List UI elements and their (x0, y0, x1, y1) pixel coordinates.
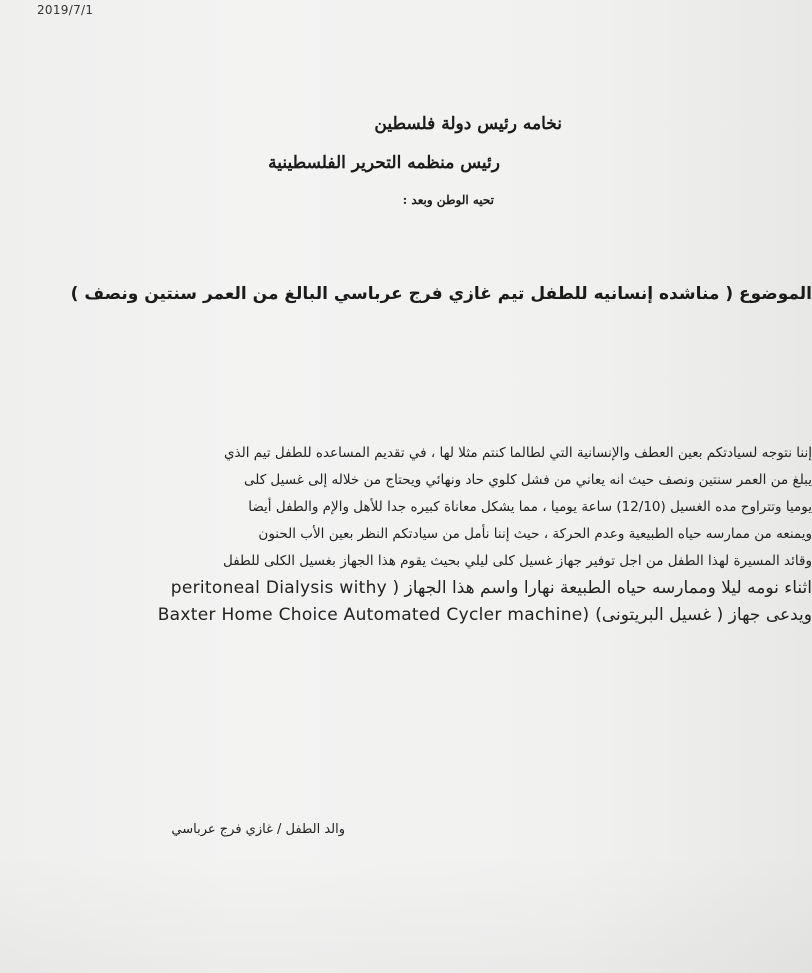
greeting-line: تحيه الوطن وبعد : (402, 193, 494, 207)
letter-body (0, 440, 812, 629)
body-line: وقائد المسيرة لهذا الطفل من اجل توفير جهاز غسيل كلى ليلي بحيث يقوم هذا الجهاز بغسيل الكلى للطفل (222, 553, 812, 569)
body-line: يبلغ من العمر سنتين ونصف حيث انه يعاني من فشل كلوي حاد ونهائي ويحتاج من خلاله إلى غسيل كلى (243, 472, 812, 488)
body-line: ويمنعه من ممارسه حياه الطبيعية وعدم الحركة ، حيث إننا نأمل من سيادتكم النظر بعين الأب الحنون (258, 526, 812, 542)
subject-line: الموضوع ( مناشده إنسانيه للطفل تيم غازي فرج عرباسي البالغ من العمر سنتين ونصف ) (70, 284, 812, 304)
salutation-line-2: رئيس منظمه التحرير الفلسطينية (268, 153, 500, 173)
body-line: يوميا وتتراوح مده الغسيل (12/10) ساعة يوميا ، مما يشكل معاناة كبيره جدا للأهل والإم والطفل أيضا (248, 499, 812, 515)
body-line: إننا نتوجه لسيادتكم بعين العطف والإنسانية التي لطالما كنتم مثلا لها ، في تقديم المساعده للطفل تيم الذي (223, 445, 812, 461)
signature-line: والد الطفل / غازي فرج عرباسي (171, 822, 345, 837)
salutation-line-1: نخامه رئيس دولة فلسطين (374, 114, 562, 134)
document-date: 2019/7/1 (37, 3, 94, 17)
body-line: اثناء نومه ليلا وممارسه حياه الطبيعة نهارا واسم هذا الجهاز ( peritoneal Dialysis withy (170, 578, 812, 598)
body-line: Baxter Home Choice Automated Cycler machine) ويدعى جهاز ( غسيل البريتونى) (157, 605, 812, 625)
paper-shadow (0, 853, 812, 973)
